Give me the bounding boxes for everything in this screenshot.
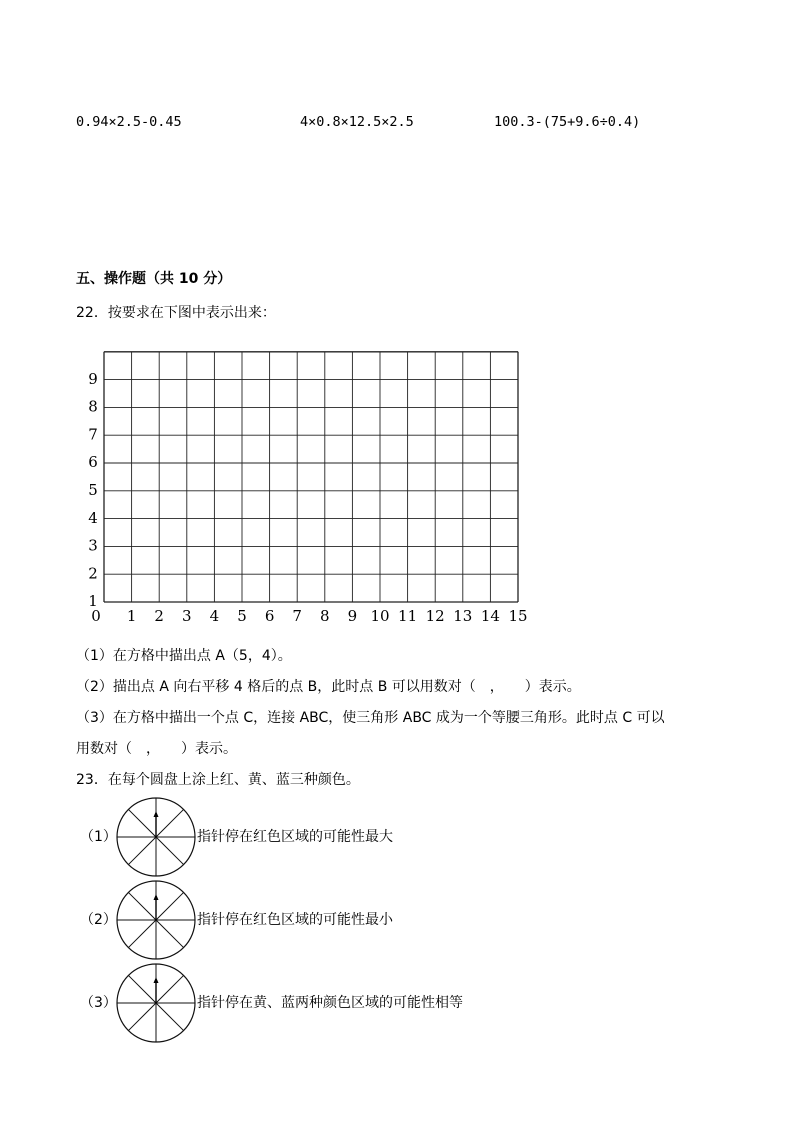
spinner-1[interactable] xyxy=(114,795,198,879)
y-tick-label: 1 xyxy=(88,592,98,611)
spinner-sector-line xyxy=(128,837,156,865)
spinner-pointer-head xyxy=(154,894,159,900)
x-tick-label: 6 xyxy=(264,607,275,625)
spinner-2[interactable] xyxy=(114,878,198,962)
spinner-sector-line xyxy=(128,975,156,1003)
spinner-1-index: （1） xyxy=(80,829,117,845)
q22-item-1: （1）在方格中描出点 A（5，4）。 xyxy=(76,648,292,664)
x-tick-label: 3 xyxy=(182,607,192,625)
spinner-sector-line xyxy=(156,975,184,1003)
calc-1: 0.94×2.5-0.45 xyxy=(76,114,182,130)
q23-prompt: 23．在每个圆盘上涂上红、黄、蓝三种颜色。 xyxy=(76,772,360,788)
q22-item-3-cont: 用数对（ ， ）表示。 xyxy=(76,741,237,757)
spinner-sector-line xyxy=(128,920,156,948)
x-tick-label: 9 xyxy=(347,607,358,625)
y-tick-label: 8 xyxy=(88,397,98,416)
x-tick-label: 12 xyxy=(425,607,445,625)
spinner-sector-line xyxy=(156,892,184,920)
x-tick-label: 13 xyxy=(453,607,473,625)
spinner-2-index: （2） xyxy=(80,912,117,928)
x-tick-label: 5 xyxy=(237,607,247,625)
q22-item-3: （3）在方格中描出一个点 C，连接 ABC，使三角形 ABC 成为一个等腰三角形。此时点 C 可以 xyxy=(76,710,665,726)
y-tick-label: 4 xyxy=(88,508,98,527)
x-tick-label: 11 xyxy=(398,607,418,625)
spinner-sector-line xyxy=(128,1003,156,1031)
x-tick-label: 4 xyxy=(209,607,220,625)
spinner-3-index: （3） xyxy=(80,995,117,1011)
x-tick-label: 0 xyxy=(91,607,101,625)
calc-3: 100.3-(75+9.6÷0.4) xyxy=(494,114,641,130)
y-tick-label: 3 xyxy=(88,536,98,555)
x-tick-label: 15 xyxy=(508,607,528,625)
spinner-sector-line xyxy=(156,809,184,837)
spinner-pointer-head xyxy=(154,977,159,983)
spinner-sector-line xyxy=(156,837,184,865)
y-tick-label: 7 xyxy=(88,425,98,444)
x-tick-label: 2 xyxy=(154,607,164,625)
spinner-3-text: 指针停在黄、蓝两种颜色区域的可能性相等 xyxy=(197,995,463,1011)
y-tick-label: 6 xyxy=(88,453,98,472)
spinner-pointer-head xyxy=(154,811,159,817)
x-tick-label: 8 xyxy=(320,607,330,625)
spinner-1-text: 指针停在红色区域的可能性最大 xyxy=(197,829,393,845)
y-tick-label: 2 xyxy=(88,564,98,583)
q22-item-2: （2）描出点 A 向右平移 4 格后的点 B，此时点 B 可以用数对（ ， ）表示。 xyxy=(76,679,581,695)
calc-2: 4×0.8×12.5×2.5 xyxy=(300,114,414,130)
x-tick-label: 14 xyxy=(480,607,500,625)
spinner-2-text: 指针停在红色区域的可能性最小 xyxy=(197,912,393,928)
x-tick-label: 7 xyxy=(292,607,302,625)
spinner-3[interactable] xyxy=(114,961,198,1045)
q22-prompt: 22．按要求在下图中表示出来： xyxy=(76,305,276,321)
spinner-sector-line xyxy=(128,809,156,837)
spinner-sector-line xyxy=(156,1003,184,1031)
spinner-sector-line xyxy=(156,920,184,948)
y-tick-label: 5 xyxy=(88,481,98,499)
x-tick-label: 10 xyxy=(370,607,390,625)
section-title: 五、操作题（共 10 分） xyxy=(76,271,232,287)
y-tick-label: 9 xyxy=(88,369,98,388)
spinner-sector-line xyxy=(128,892,156,920)
x-tick-label: 1 xyxy=(126,607,137,625)
